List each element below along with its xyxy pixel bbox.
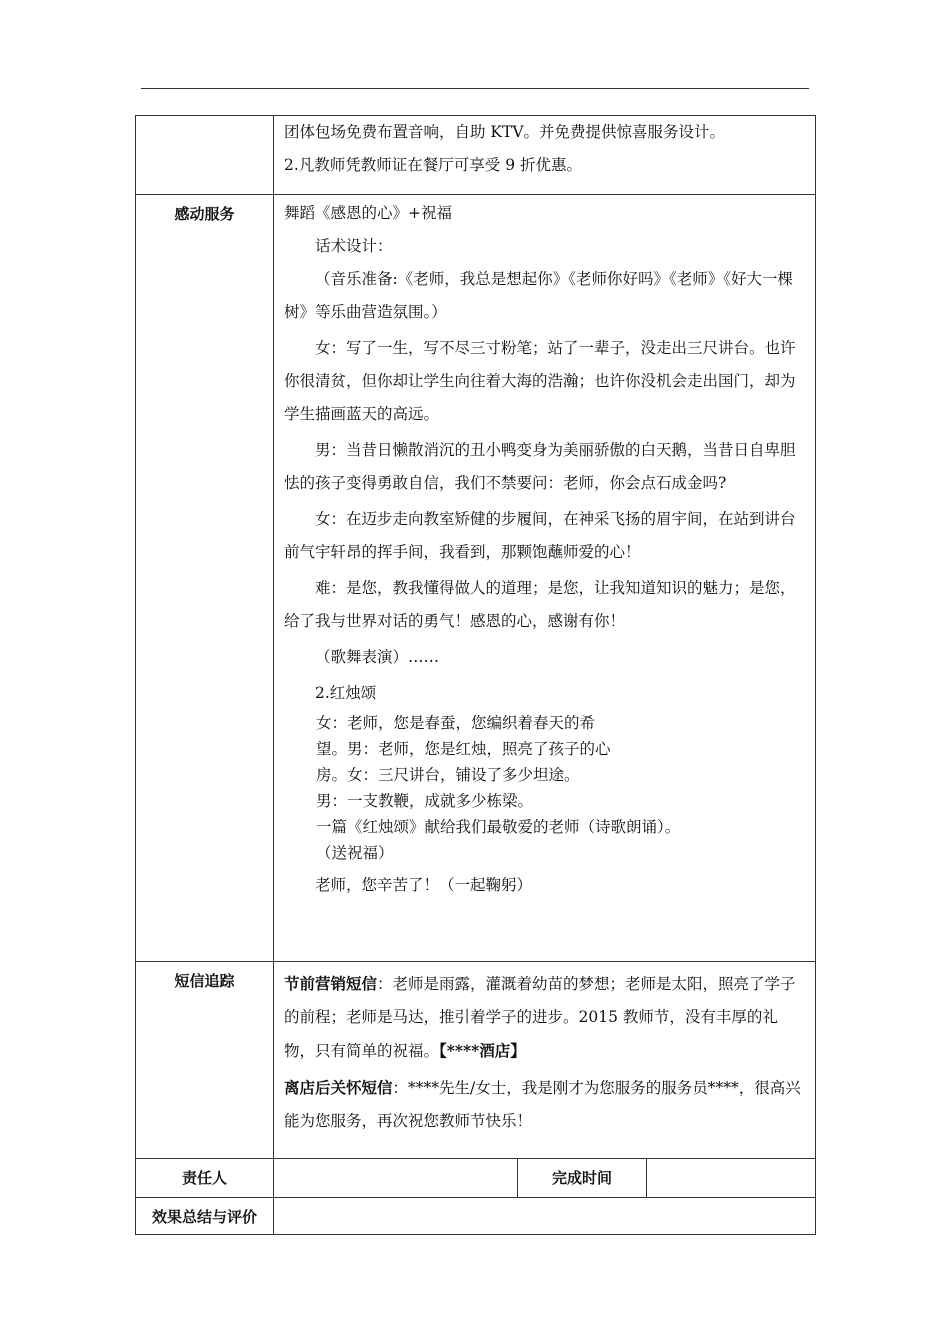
responsible-value[interactable] <box>274 1159 518 1198</box>
poem-line: 一篇《红烛颂》献给我们最敬爱的老师（诗歌朗诵）。 <box>316 818 681 836</box>
offer-cell <box>274 116 816 195</box>
poem-line: 望。男：老师，您是红烛，照亮了孩子的心 <box>316 740 611 758</box>
table-row <box>136 195 816 962</box>
plan-table <box>135 115 816 1235</box>
table-row <box>136 1198 816 1235</box>
sms-content <box>274 962 816 1159</box>
poem-line: （送祝福） <box>316 844 394 862</box>
pre-sms-text: ：老师是雨露，灌溉着幼苗的梦想；老师是太阳，照亮了学子的前程；老师是马达，推引着学子的进步。2015 教师节，没有丰厚的礼物，只有简单的祝福。 <box>284 975 796 1060</box>
music-note: （音乐准备:《老师，我总是想起你》《老师你好吗》《老师》《好大一棵树》等乐曲营造氛围。） <box>284 270 793 321</box>
hotel-tag: 【****酒店】 <box>439 1041 526 1060</box>
pre-sms-title: 节前营销短信 <box>284 974 378 993</box>
item-2-title: 2.红烛颂 <box>315 684 377 702</box>
post-checkout-sms <box>284 1071 807 1138</box>
script-paragraph: 女：在迈步走向教室矫健的步履间，在神采飞扬的眉宇间，在站到讲台前气宇轩昂的挥手间，我看到，那颗饱蘸师爱的心！ <box>284 510 796 561</box>
summary-label: 效果总结与评价 <box>136 1198 274 1235</box>
table-row <box>136 1159 816 1198</box>
sms-label: 短信追踪 <box>136 962 274 1159</box>
poem-block <box>284 710 807 866</box>
program-title: 舞蹈《感恩的心》+祝福 <box>284 204 452 222</box>
poem-line: 男：一支教鞭，成就多少栋梁。 <box>316 792 534 810</box>
script-paragraph: 男：当昔日懒散消沉的丑小鸭变身为美丽骄傲的白天鹅，当昔日自卑胆怯的孩子变得勇敢自信，我们不禁要问：老师，你会点石成金吗? <box>284 441 796 492</box>
post-sms-title: 离店后关怀短信 <box>284 1078 393 1097</box>
summary-value[interactable] <box>274 1198 816 1235</box>
closing-line: 老师，您辛苦了！（一起鞠躬） <box>315 876 533 894</box>
offer-line-2: 2.凡教师凭教师证在餐厅可享受 9 折优惠。 <box>284 156 583 174</box>
finish-time-label: 完成时间 <box>518 1159 647 1198</box>
poem-line: 女：老师，您是春蚕，您编织着春天的希 <box>316 714 596 732</box>
script-paragraph: 难：是您，教我懂得做人的道理；是您，让我知道知识的魅力；是您，给了我与世界对话的勇气！感恩的心，感谢有你！ <box>284 579 796 630</box>
offer-line-1: 团体包场免费布置音响，自助 KTV。并免费提供惊喜服务设计。 <box>284 123 726 141</box>
poem-line: 房。女：三尺讲台，铺设了多少坦途。 <box>316 766 580 784</box>
performance-note: （歌舞表演）…… <box>315 648 440 666</box>
table-row <box>136 962 816 1159</box>
gandong-label: 感动服务 <box>136 195 274 962</box>
gandong-content <box>274 195 816 962</box>
post-sms-text: ：****先生/女士，我是刚才为您服务的服务员****，很高兴能为您服务，再次祝您教师节快乐！ <box>284 1079 801 1130</box>
script-subtitle: 话术设计： <box>315 237 393 255</box>
row-label <box>136 116 274 195</box>
header-rule <box>141 88 809 89</box>
script-paragraph: 女：写了一生，写不尽三寸粉笔；站了一辈子，没走出三尺讲台。也许你很清贫，但你却让学生向往着大海的浩瀚；也许你没机会走出国门，却为学生描画蓝天的高远。 <box>284 339 796 423</box>
responsible-label: 责任人 <box>136 1159 274 1198</box>
finish-time-value[interactable] <box>647 1159 816 1198</box>
pre-holiday-sms <box>284 967 807 1068</box>
table-row <box>136 116 816 195</box>
